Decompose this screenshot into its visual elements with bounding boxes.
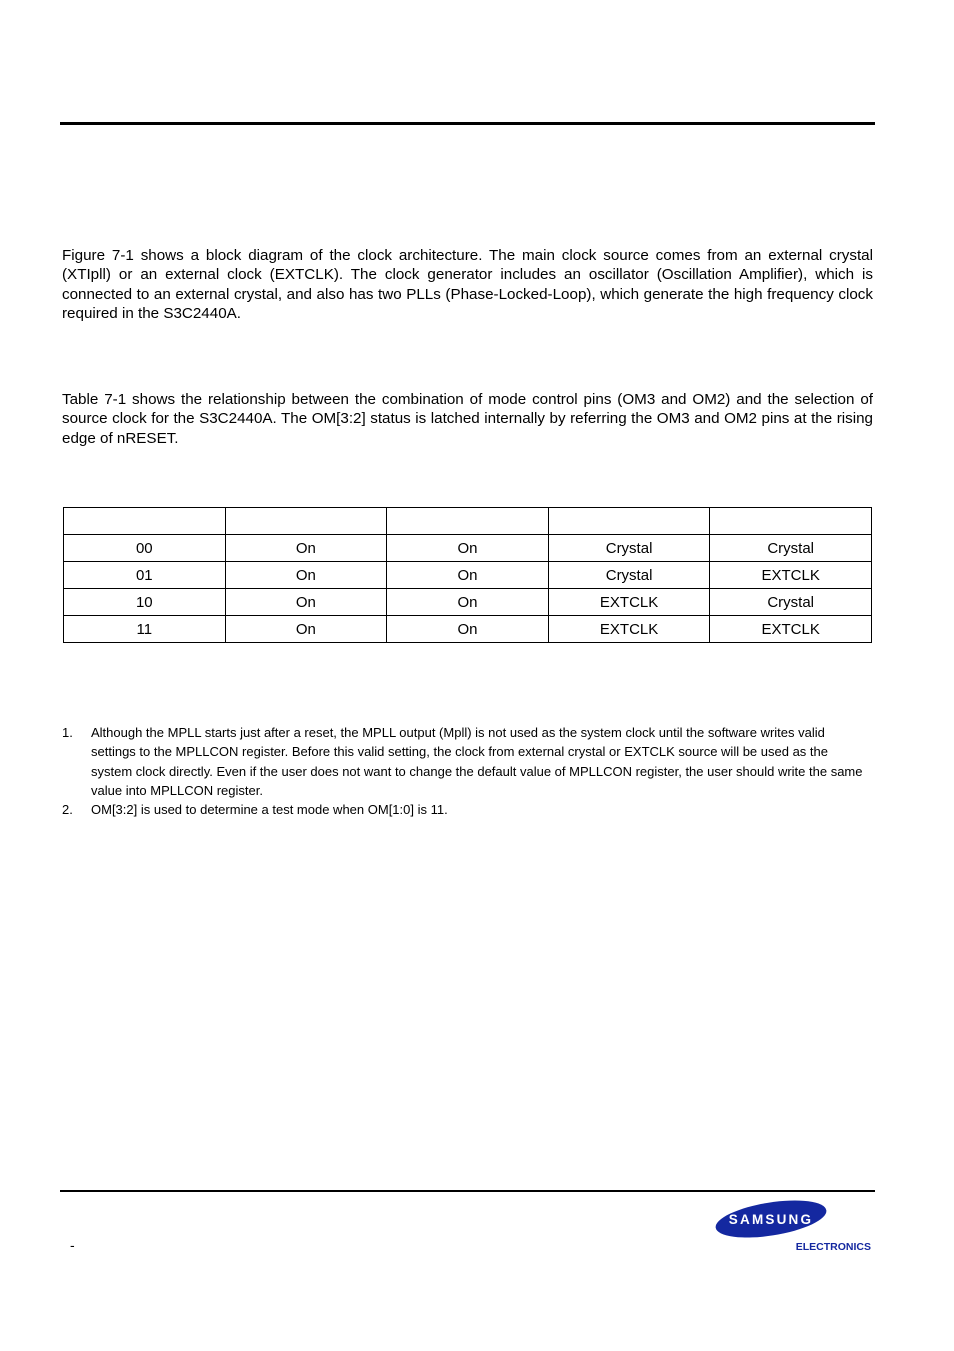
note-text: OM[3:2] is used to determine a test mode when OM[1:0] is 11.	[91, 802, 448, 818]
table-cell: On	[225, 535, 387, 562]
table-row	[64, 535, 872, 562]
intro-paragraph: Figure 7-1 shows a block diagram of the clock architecture. The main clock source comes from an external crystal (XTIpll) or an external clock (EXTCLK). The clock generator includes an oscillator (Oscillation Amplifier), which is connected to an external crystal, and also has two PLLs (Phase-Locked-Loop), which generate the high frequency clock required in the S3C2440A.	[62, 247, 873, 322]
note-number: 2.	[62, 802, 73, 818]
table-cell: Crystal	[548, 535, 710, 562]
table-cell: Crystal	[710, 589, 872, 616]
table-header-cell	[64, 508, 226, 535]
table-cell: On	[225, 616, 387, 643]
table-cell: On	[387, 616, 549, 643]
samsung-logo	[715, 1199, 875, 1255]
table-header-cell	[225, 508, 387, 535]
table-header-cell	[548, 508, 710, 535]
header-rule	[60, 122, 875, 125]
table-cell: Crystal	[548, 562, 710, 589]
table-cell: On	[387, 535, 549, 562]
table-cell: 11	[64, 616, 226, 643]
mode-pins-paragraph: Table 7-1 shows the relationship between the combination of mode control pins (OM3 and OM2) and the selection of source clock for the S3C2440A. The OM[3:2] status is latched internally by referring the OM3 and OM2 pins at the rising edge of nRESET.	[62, 391, 873, 447]
table-cell: EXTCLK	[710, 562, 872, 589]
note-text: Although the MPLL starts just after a reset, the MPLL output (Mpll) is not used as the system clock until the software writes valid settings to the MPLLCON register. Before this valid setting, the clock from external crystal or EXTCLK source will be used as the system clock directly. Even if the user does not want to change the default value of MPLLCON register, the user should write the same value into MPLLCON register.	[91, 725, 863, 798]
footer-rule	[60, 1190, 875, 1192]
table-cell: 00	[64, 535, 226, 562]
clock-source-table	[63, 507, 872, 643]
note-item	[62, 800, 872, 819]
table-row	[64, 616, 872, 643]
table-row	[64, 562, 872, 589]
table-cell: EXTCLK	[548, 589, 710, 616]
table-cell: On	[387, 562, 549, 589]
table-cell: EXTCLK	[710, 616, 872, 643]
note-number: 1.	[62, 725, 73, 740]
table-header-cell	[387, 508, 549, 535]
table-cell: EXTCLK	[548, 616, 710, 643]
table-row	[64, 589, 872, 616]
table-cell: 10	[64, 589, 226, 616]
page-number: -	[70, 1237, 75, 1253]
table-cell: On	[387, 589, 549, 616]
table-header-row	[64, 508, 872, 535]
table-cell: 01	[64, 562, 226, 589]
table-cell: On	[225, 562, 387, 589]
table-cell: Crystal	[710, 535, 872, 562]
logo-electronics-text: ELECTRONICS	[795, 1241, 871, 1253]
logo-brand-text: SAMSUNG	[728, 1212, 814, 1227]
table-header-cell	[710, 508, 872, 535]
table-cell: On	[225, 589, 387, 616]
table-notes	[62, 723, 872, 819]
note-item	[62, 723, 872, 800]
